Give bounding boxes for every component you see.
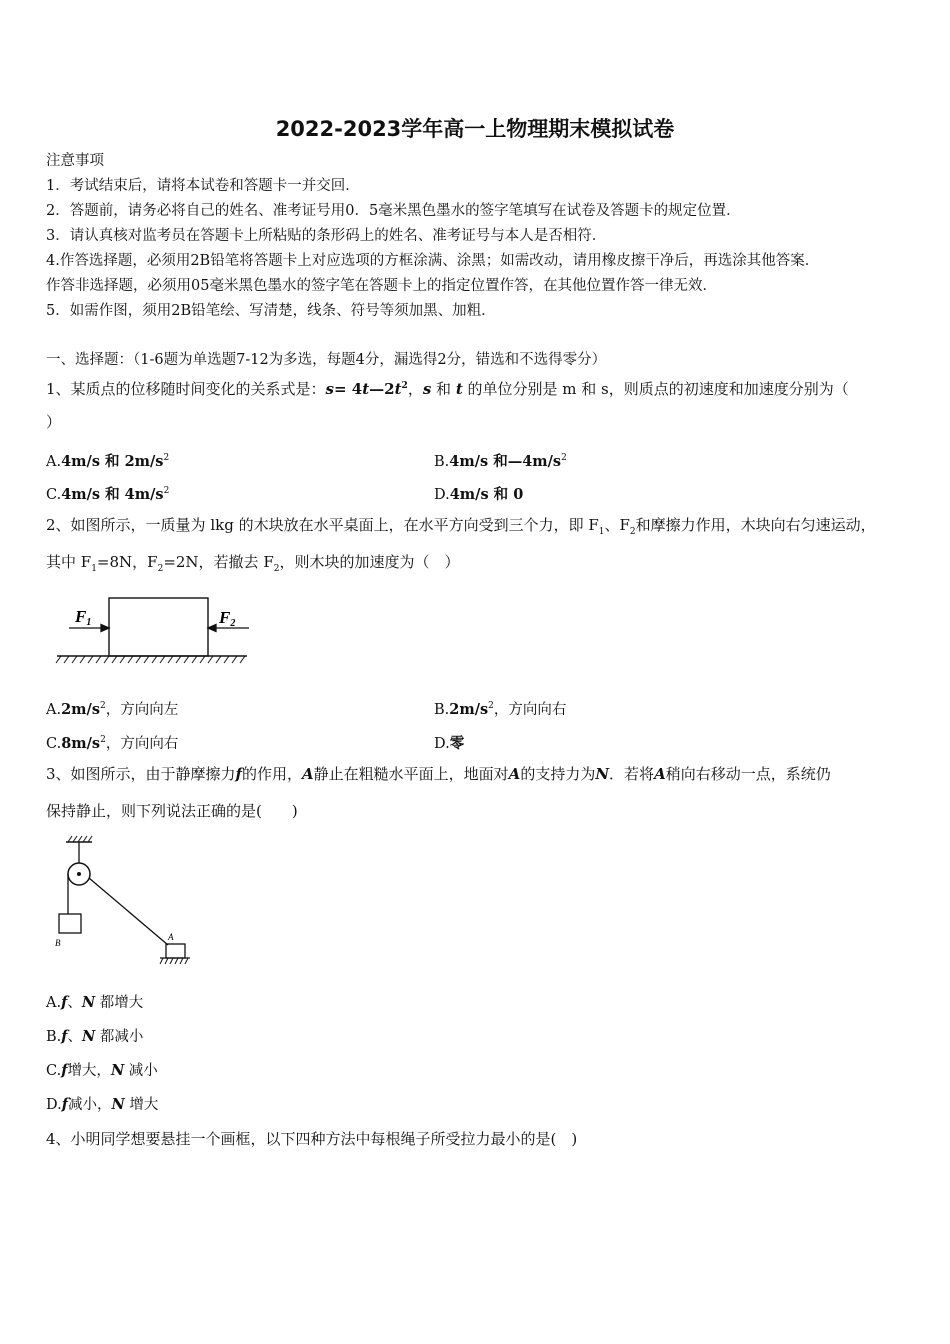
- notice-heading: 注意事项: [46, 153, 104, 169]
- rope-to-a: [89, 878, 168, 945]
- page-title: 2022-2023学年高一上物理期末模拟试卷: [275, 117, 675, 141]
- block-forces-figure: [55, 592, 255, 670]
- notice-item: 1．考试结束后，请将本试卷和答题卡一并交回．: [46, 178, 360, 194]
- notice-item: 4.作答选择题，必须用2B铅笔将答题卡上对应选项的方框涂满、涂黑；如需改动，请用橡皮擦干净后，再选涂其他答案．: [46, 253, 820, 269]
- block-a: [166, 944, 185, 958]
- q1-option-c[interactable]: C.4m/s 和 $4m/s^2$: [46, 485, 170, 503]
- label-a: A: [168, 932, 174, 942]
- q3-option-c[interactable]: C.f增大，N 减小: [46, 1062, 158, 1079]
- notice-item: 3．请认真核对监考员在答题卡上所粘贴的条形码上的姓名、准考证号与本人是否相符．: [46, 228, 607, 244]
- q3-option-d[interactable]: D.f减小，N 增大: [46, 1096, 159, 1113]
- question-3-stem-line2: 保持静止，则下列说法正确的是( ): [46, 802, 298, 820]
- force-f1-label: F1: [75, 607, 92, 628]
- block-b: [59, 914, 81, 933]
- ground-hatching: [56, 656, 245, 663]
- q3-option-b[interactable]: B.f、N 都减小: [46, 1028, 144, 1045]
- q1-option-b[interactable]: B.4m/s 和$—4m/s^2$: [434, 452, 567, 470]
- notice-item: 作答非选择题，必须用05毫米黑色墨水的签字笔在答题卡上的指定位置作答，在其他位置作答一律无效．: [46, 278, 717, 294]
- question-4-stem: 4、小明同学想要悬挂一个画框，以下四种方法中每根绳子所受拉力最小的是( ): [46, 1130, 578, 1148]
- force-f2-label: F2: [219, 608, 236, 629]
- q2-option-c[interactable]: $C.8m/s^2$，方向向右: [46, 734, 179, 752]
- pulley-figure: [50, 833, 195, 968]
- question-1-close: ）: [46, 413, 62, 431]
- wooden-block: [109, 598, 208, 656]
- section-heading: 一、选择题：（1-6题为单选题7-12为多选，每题4分，漏选得2分，错选和不选得零分）: [46, 352, 607, 368]
- question-1-stem: 1、某质点的位移随时间变化的关系式是：$s= 4t—2t^2$，s 和 t 的单位分别是 m 和 s，则质点的初速度和加速度分别为（: [46, 380, 849, 398]
- q2-option-b[interactable]: $B.2m/s^2$，方向向右: [434, 700, 567, 718]
- floor-hatching: [160, 958, 188, 964]
- question-2-stem-line2: 其中 $F_1=8N$，$F_2=2N$，若撤去 $F_2$，则木块的加速度为（ ）: [46, 553, 460, 574]
- question-3-stem-line1: 3、如图所示，由于静摩擦力f的作用，A静止在粗糙水平面上，地面对A的支持力为N．若将A稍向右移动一点，系统仍: [46, 765, 831, 783]
- notice-item: 5．如需作图，须用2B铅笔绘、写清楚，线条、符号等须加黑、加粗．: [46, 303, 496, 319]
- label-b: B: [55, 938, 61, 948]
- q1-option-d[interactable]: D.4m/s 和 0: [434, 485, 524, 503]
- q2-option-a[interactable]: $A.2m/s^2$，方向向左: [46, 700, 179, 718]
- q1-option-a[interactable]: A.4m/s 和 $2m/s^2$: [46, 452, 170, 470]
- question-2-stem-line1: 2、如图所示，一质量为 lkg 的木块放在水平桌面上，在水平方向受到三个力，即 $F_1$、$F_2$和摩擦力作用，木块向右匀速运动，: [46, 516, 876, 537]
- pulley-axle: [77, 872, 81, 876]
- q2-option-d[interactable]: D.零: [434, 734, 465, 752]
- ceiling-hatching: [68, 836, 92, 842]
- q3-option-a[interactable]: A.f、N 都增大: [46, 994, 144, 1011]
- notice-item: 2．答题前，请务必将自己的姓名、准考证号用0．5毫米黑色墨水的签字笔填写在试卷及答题卡的规定位置．: [46, 203, 741, 219]
